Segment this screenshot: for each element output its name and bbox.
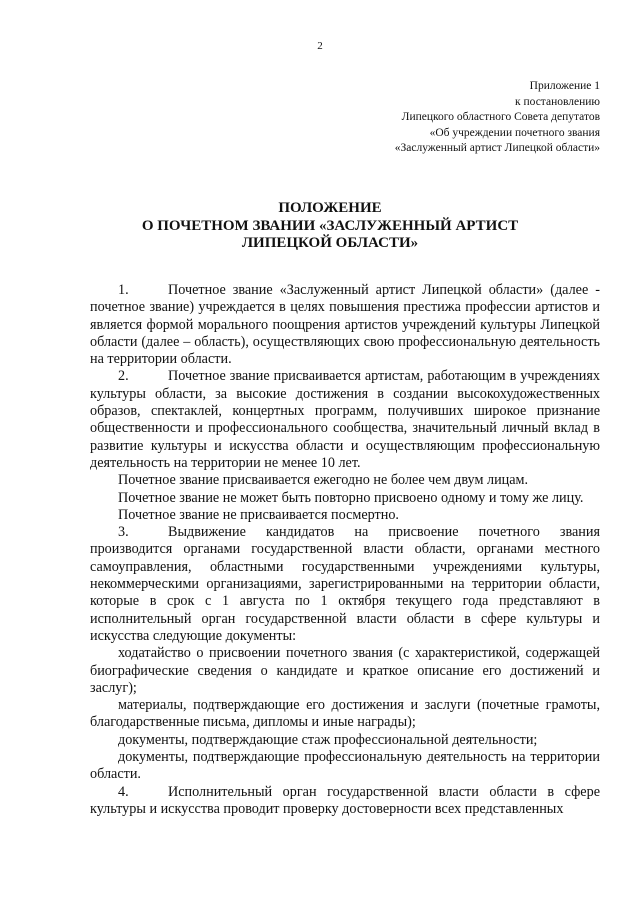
appendix-line-1: Приложение 1 [529,80,600,92]
appendix-line-3: Липецкого областного Совета депутатов [401,111,600,123]
paragraph-text: Выдвижение кандидатов на присвоение почетного звания производится органами государственной власти области, органами местного самоуправления, областными государственными учреждениями культуры, некоммерческими организациями, зарегистрированными на территории области, которые в срок с 1 августа по 1 октября текущего года представляют в исполнительный орган государственной власти области в сфере культуры и искусства следующие документы: [90,524,600,644]
page-number: 2 [317,40,323,52]
paragraph-3 [90,524,600,645]
document-body [90,282,600,818]
paragraph-2-limit: Почетное звание присваивается ежегодно не более чем двум лицам. [118,472,529,489]
title-line-3: ЛИПЕЦКОЙ ОБЛАСТИ» [241,235,419,251]
document-item-experience: документы, подтверждающие стаж профессиональной деятельности; [118,731,538,748]
paragraph-text: Почетное звание «Заслуженный артист Липецкой области» (далее - почетное звание) учреждается в целях повышения престижа профессии артистов и является формой морального поощрения артистов учреждений культуры Липецкой области (далее – область), осуществляющих свою профессиональную деятельность на территории области. [90,282,600,368]
appendix-line-5: «Заслуженный артист Липецкой области» [394,142,600,154]
appendix-line-4: «Об учреждении почетного звания [429,126,600,139]
paragraph-2 [90,368,600,472]
document-item-petition: ходатайство о присвоении почетного звания (с характеристикой, содержащей биографические сведения о кандидате и краткое описание его достижений и заслуг); [90,645,600,696]
paragraph-number: 2. [118,368,129,385]
appendix-line-2: к постановлению [515,95,600,108]
title-line-1: ПОЛОЖЕНИЕ [278,200,382,216]
paragraph-4 [90,784,600,819]
paragraph-number: 3. [118,524,129,541]
paragraph-number: 4. [118,783,129,800]
title-line-2: О ПОЧЕТНОМ ЗВАНИИ «ЗАСЛУЖЕННЫЙ АРТИСТ [141,217,519,234]
paragraph-1 [90,282,600,368]
document-item-materials: материалы, подтверждающие его достижения и заслуги (почетные грамоты, благодарственные письма, дипломы и иные награды); [90,697,600,731]
paragraph-2-posthumous: Почетное звание не присваивается посмертно. [118,506,399,523]
paragraph-number: 1. [118,282,129,298]
paragraph-text: Исполнительный орган государственной власти области в сфере культуры и искусства проводит проверку достоверности всех представленных [90,783,600,817]
document-title [60,200,600,253]
paragraph-2-repeat: Почетное звание не может быть повторно присвоено одному и тому же лицу. [118,489,584,506]
paragraph-text: Почетное звание присваивается артистам, работающим в учреждениях культуры области, за высокие достижения в создании высокохудожественных образов, спектаклей, концертных программ, получивших широкое признание общественности и профессионального сообщества, значительный личный вклад в развитие культуры и искусства области и осуществляющим профессиональную деятельность на территории не менее 10 лет. [90,368,600,471]
appendix-block [280,79,600,157]
document-item-activity: документы, подтверждающие профессиональную деятельность на территории области. [90,749,600,783]
